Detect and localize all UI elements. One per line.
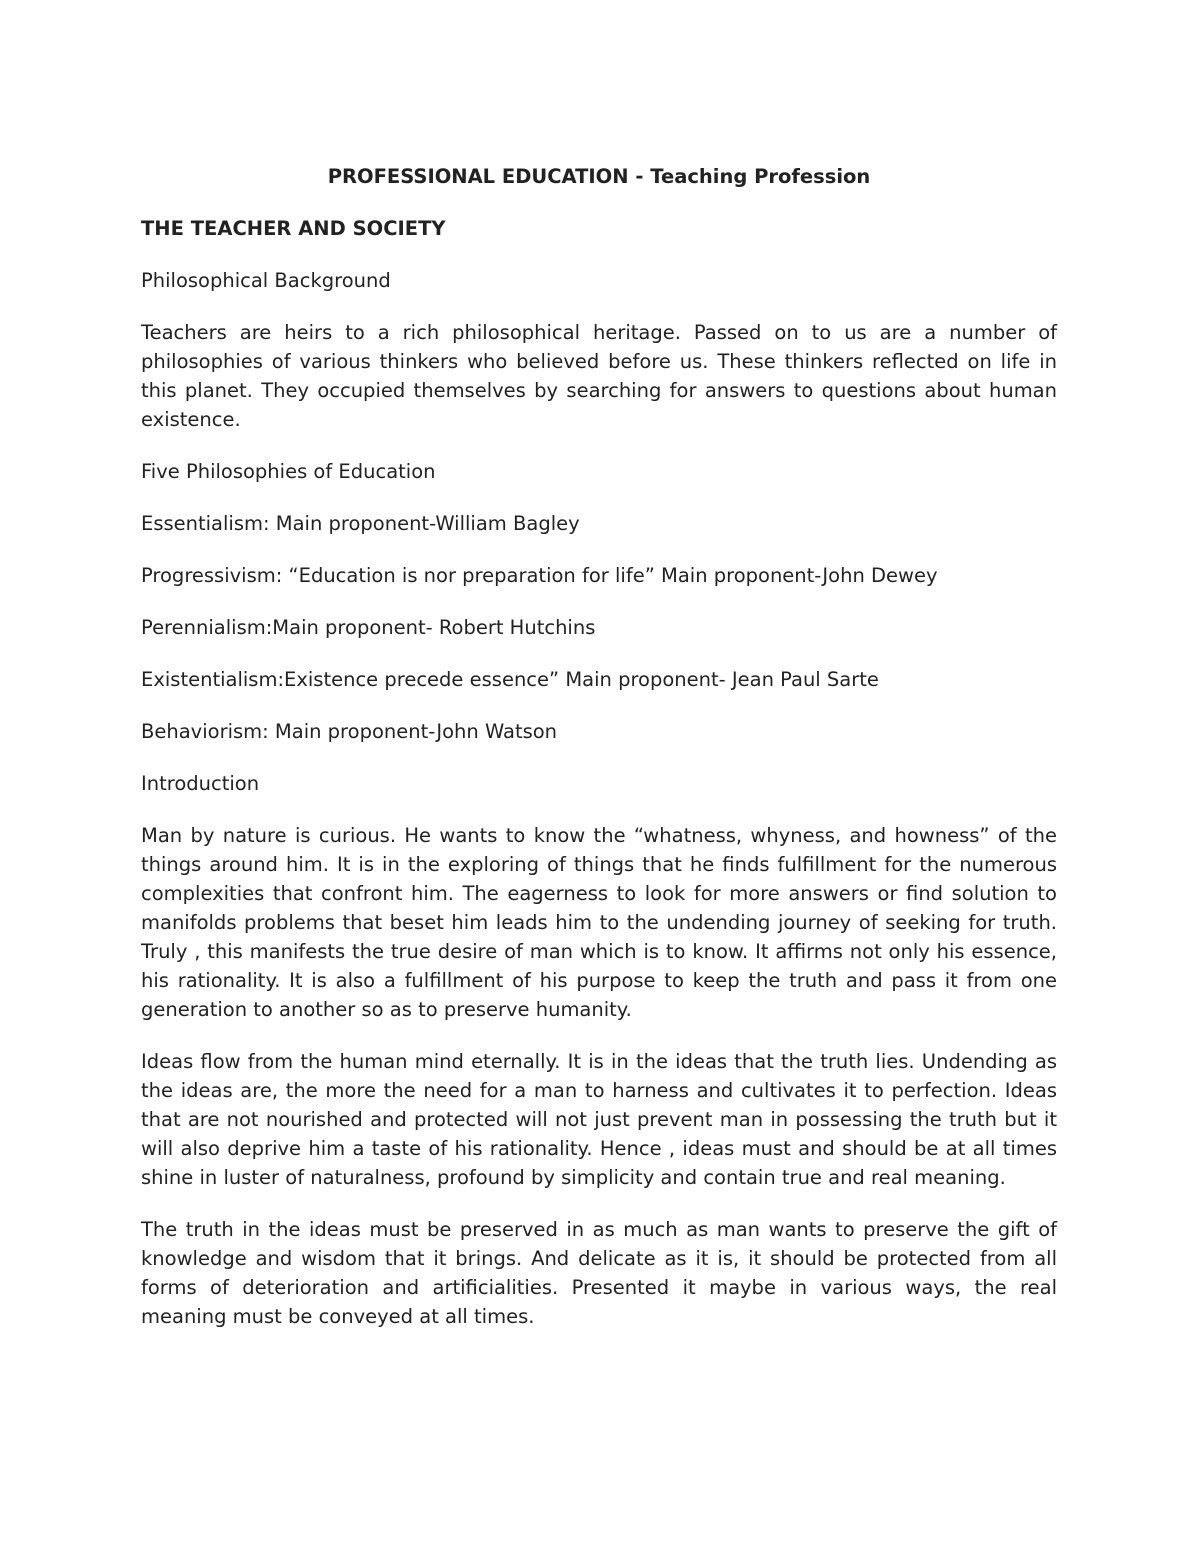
philosophy-progressivism: Progressivism: “Education is nor preparation for life” Main proponent-John Dewey	[141, 564, 938, 587]
heading-philosophical-background: Philosophical Background	[141, 269, 391, 292]
philosophy-existentialism: Existentialism:Existence precede essence” Main proponent- Jean Paul Sarte	[141, 668, 879, 691]
paragraph-intro-curiosity: Man by nature is curious. He wants to know the “whatness, whyness, and howness” of the things around him. It is in the exploring of things that he finds fulfillment for the numerous complexities that confront him. The eagerness to look for more answers or find solution to manifolds problems that beset him leads him to the undending journey of seeking for truth. Truly , this manifests the true desire of man which is to know. It affirms not only his essence, his rationality. It is also a fulfillment of his purpose to keep the truth and pass it from one generation to another so as to preserve humanity.	[141, 824, 1057, 1021]
document-body	[141, 162, 1057, 1354]
philosophy-perennialism: Perennialism:Main proponent- Robert Hutchins	[141, 616, 596, 639]
heading-introduction: Introduction	[141, 772, 260, 795]
philosophy-essentialism: Essentialism: Main proponent-William Bagley	[141, 512, 580, 535]
philosophy-behaviorism: Behaviorism: Main proponent-John Watson	[141, 720, 558, 743]
paragraph-intro-ideas: Ideas flow from the human mind eternally. It is in the ideas that the truth lies. Undending as the ideas are, the more the need for a man to harness and cultivates it to perfection. Ideas that are not nourished and protected will not just prevent man in possessing the truth but it will also deprive him a taste of his rationality. Hence , ideas must and should be at all times shine in luster of naturalness, profound by simplicity and contain true and real meaning.	[141, 1050, 1057, 1189]
paragraph-intro-truth: The truth in the ideas must be preserved in as much as man wants to preserve the gift of knowledge and wisdom that it brings. And delicate as it is, it should be protected from all forms of deterioration and artificialities. Presented it maybe in various ways, the real meaning must be conveyed at all times.	[141, 1218, 1057, 1328]
section-title: THE TEACHER AND SOCIETY	[141, 217, 446, 240]
heading-five-philosophies: Five Philosophies of Education	[141, 460, 436, 483]
document-title: PROFESSIONAL EDUCATION - Teaching Profession	[327, 165, 871, 188]
paragraph-heritage: Teachers are heirs to a rich philosophical heritage. Passed on to us are a number of philosophies of various thinkers who believed before us. These thinkers reflected on life in this planet. They occupied themselves by searching for answers to questions about human existence.	[141, 321, 1057, 431]
